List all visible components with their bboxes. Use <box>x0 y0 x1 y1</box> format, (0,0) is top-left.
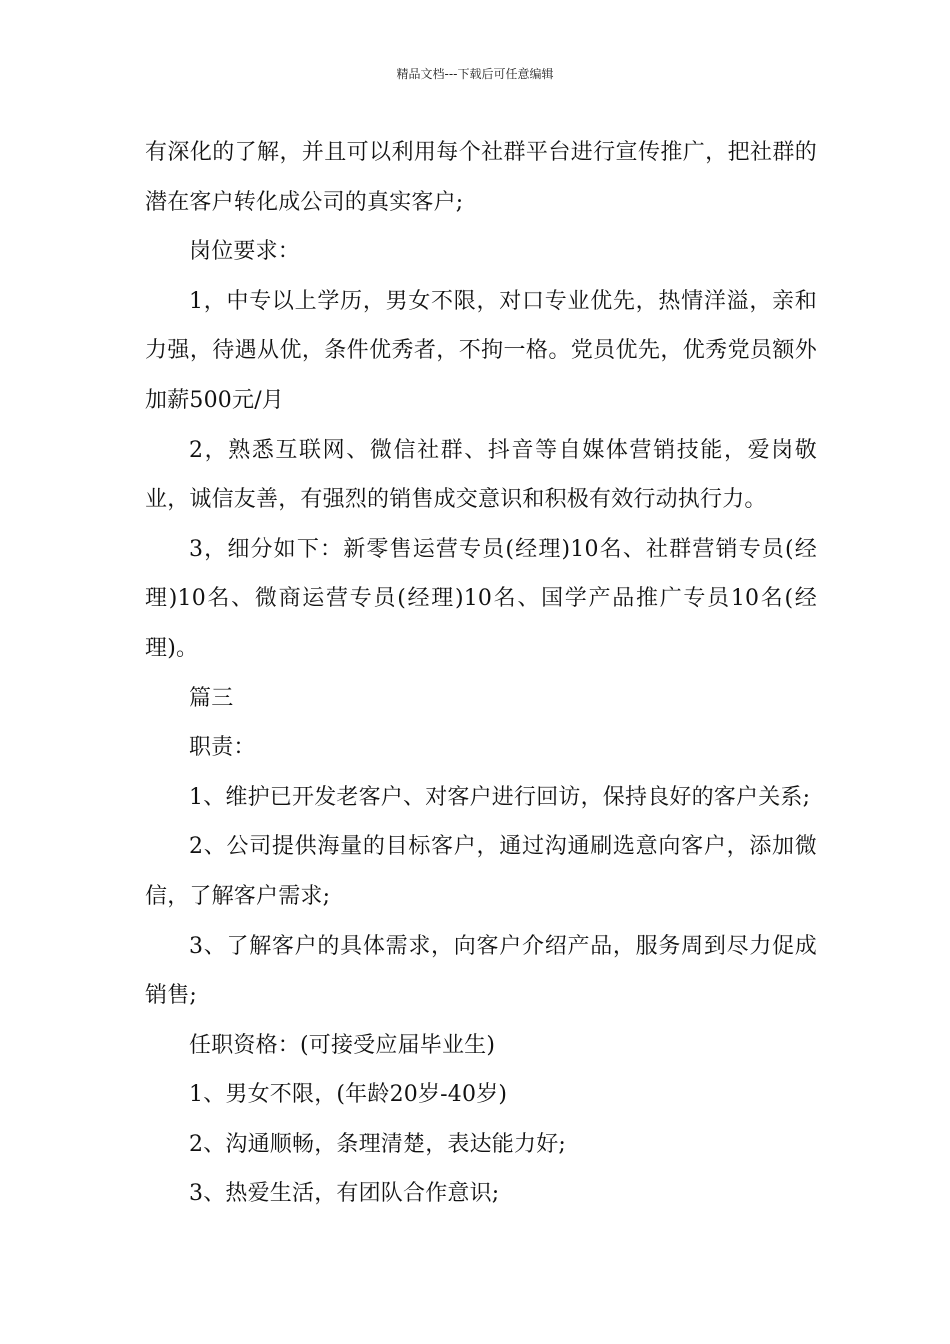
requirement-item-3: 3，细分如下：新零售运营专员(经理)10名、社群营销专员(经理)10名、微商运营专员(经理)10名、国学产品推广专员10名(经理)。 <box>145 536 817 661</box>
section-title-part-three: 篇三 <box>189 685 234 711</box>
heading-job-requirements: 岗位要求： <box>189 239 301 265</box>
requirement-item-1: 1，中专以上学历，男女不限，对口专业优先，热情洋溢，亲和力强，待遇从优，条件优秀者，不拘一格。党员优先，优秀党员额外加薪500元/月 <box>145 288 817 413</box>
qualification-item-1: 1、男女不限，(年龄20岁-40岁) <box>189 1082 508 1108</box>
duty-item-2: 2、公司提供海量的目标客户，通过沟通刷选意向客户，添加微信，了解客户需求; <box>145 834 817 909</box>
heading-duties: 职责： <box>189 735 256 761</box>
qualification-item-2: 2、沟通顺畅，条理清楚，表达能力好; <box>189 1131 567 1157</box>
document-body <box>145 128 817 1219</box>
duty-item-3: 3、了解客户的具体需求，向客户介绍产品，服务周到尽力促成销售; <box>145 933 817 1009</box>
qualification-item-3: 3、热爱生活，有团队合作意识; <box>189 1181 500 1207</box>
heading-qualifications: 任职资格：(可接受应届毕业生) <box>189 1032 496 1058</box>
duty-item-1: 1、维护已开发老客户、对客户进行回访，保持良好的客户关系; <box>189 784 811 810</box>
paragraph-continuation: 有深化的了解，并且可以利用每个社群平台进行宣传推广，把社群的潜在客户转化成公司的真实客户; <box>145 140 817 215</box>
requirement-item-2: 2，熟悉互联网、微信社群、抖音等自媒体营销技能，爱岗敬业，诚信友善，有强烈的销售成交意识和积极有效行动执行力。 <box>145 437 817 513</box>
page-header-note: 精品文档---下载后可任意编辑 <box>396 67 554 81</box>
